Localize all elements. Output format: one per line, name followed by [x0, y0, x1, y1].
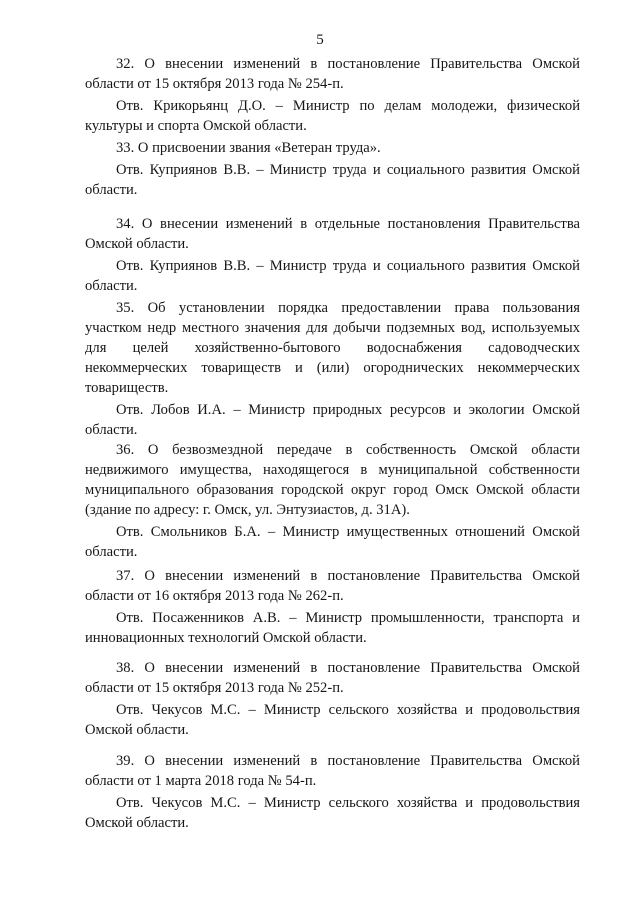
agenda-item-title: 38. О внесении изменений в постановление Правительства Омской области от 15 октября 2013 года № 252-п. — [85, 660, 580, 696]
agenda-item-32 — [85, 54, 580, 138]
agenda-item-responsible: Отв. Посаженников А.В. – Министр промышленности, транспорта и инновационных технологий Омской области. — [85, 610, 580, 646]
agenda-item-responsible: Отв. Крикорьянц Д.О. – Министр по делам молодежи, физической культуры и спорта Омской области. — [85, 98, 580, 134]
agenda-item-33 — [85, 138, 580, 214]
agenda-item-title: 35. Об установлении порядка предоставлении права пользования участком недр местного значения для добычи подземных вод, используемых для целей хозяйственно-бытового водоснабжения садоводческих некоммерческих товариществ и (или) огороднических некоммерческих товариществ. — [85, 300, 580, 396]
agenda-item-title: 33. О присвоении звания «Ветеран труда». — [116, 140, 381, 156]
agenda-item-responsible: Отв. Куприянов В.В. – Министр труда и социального развития Омской области. — [85, 162, 580, 198]
agenda-item-responsible: Отв. Смольников Б.А. – Министр имущественных отношений Омской области. — [85, 524, 580, 560]
agenda-item-38 — [85, 658, 580, 751]
agenda-item-35 — [85, 298, 580, 440]
agenda-item-title: 36. О безвозмездной передаче в собственность Омской области недвижимого имущества, находящегося в муниципальной собственности муниципального образования городской округ город Омск Омской области (здание по адресу: г. Омск, ул. Энтузиастов, д. 31А). — [85, 442, 580, 518]
agenda-item-title: 32. О внесении изменений в постановление Правительства Омской области от 15 октября 2013 года № 254-п. — [85, 56, 580, 92]
agenda-item-title: 39. О внесении изменений в постановление Правительства Омской области от 1 марта 2018 года № 54-п. — [85, 753, 580, 789]
agenda-item-37 — [85, 566, 580, 658]
page-number: 5 — [316, 32, 324, 48]
agenda-item-responsible: Отв. Чекусов М.С. – Министр сельского хозяйства и продовольствия Омской области. — [85, 702, 580, 738]
agenda-item-34 — [85, 214, 580, 298]
agenda-item-39 — [85, 751, 580, 833]
agenda-item-responsible: Отв. Куприянов В.В. – Министр труда и социального развития Омской области. — [85, 258, 580, 294]
agenda-item-title: 34. О внесении изменений в отдельные постановления Правительства Омской области. — [85, 216, 580, 252]
agenda-item-36 — [85, 440, 580, 566]
agenda-item-title: 37. О внесении изменений в постановление Правительства Омской области от 16 октября 2013 года № 262-п. — [85, 568, 580, 604]
agenda-item-responsible: Отв. Лобов И.А. – Министр природных ресурсов и экологии Омской области. — [85, 402, 580, 438]
agenda-item-responsible: Отв. Чекусов М.С. – Министр сельского хозяйства и продовольствия Омской области. — [85, 795, 580, 831]
agenda-list — [85, 54, 580, 833]
